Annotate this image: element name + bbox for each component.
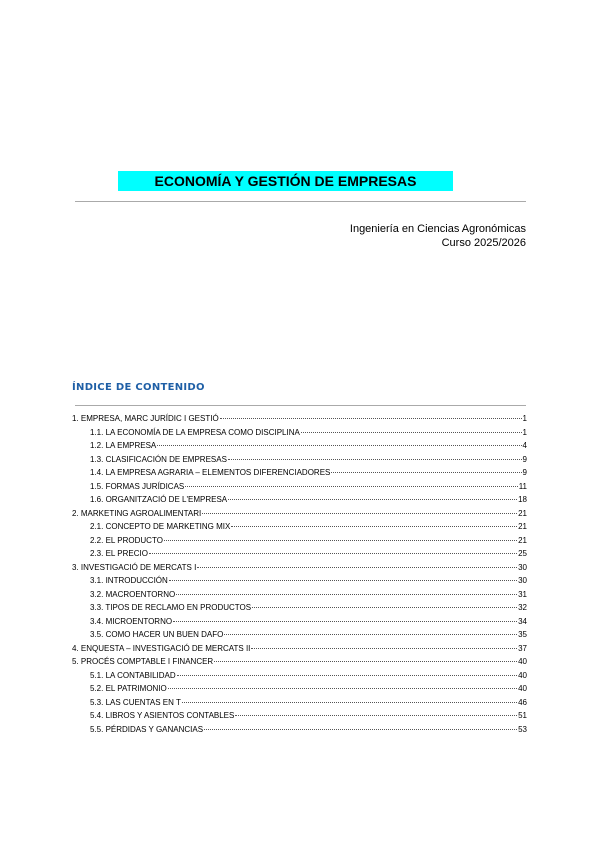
toc-entry[interactable] — [72, 561, 527, 575]
toc-entry[interactable] — [72, 574, 527, 588]
toc-entry-label: 1.4. LA EMPRESA AGRARIA – ELEMENTOS DIFERENCIADORES — [90, 468, 331, 477]
toc-entry-page: 9 — [522, 468, 527, 477]
toc-entry-label: 3.1. INTRODUCCIÓN — [90, 576, 168, 585]
toc-entry-label: 1.3. CLASIFICACIÓN DE EMPRESAS — [90, 454, 227, 464]
toc-leader-dots — [202, 513, 517, 514]
toc-leader-dots — [197, 567, 517, 568]
toc-entry-label: 3.5. COMO HACER UN BUEN DAFO — [90, 630, 224, 639]
toc-leader-dots — [164, 540, 517, 541]
toc-entry[interactable] — [72, 453, 527, 467]
toc-leader-dots — [224, 634, 517, 635]
toc-entry-page: 11 — [518, 481, 527, 491]
toc-heading: ÍNDICE DE CONTENIDO — [72, 382, 205, 393]
toc-leader-dots — [168, 688, 517, 689]
toc-entry-page: 32 — [518, 603, 527, 612]
toc-entry-page: 51 — [518, 711, 527, 720]
toc-leader-dots — [252, 607, 517, 608]
toc-entry-page: 46 — [518, 697, 527, 707]
toc-entry[interactable] — [72, 466, 527, 480]
toc-entry-page: 31 — [518, 589, 527, 599]
table-of-contents — [72, 412, 527, 736]
toc-entry-label: 5.1. LA CONTABILIDAD — [90, 670, 176, 680]
toc-leader-dots — [177, 675, 517, 676]
toc-entry-label: 5.5. PÉRDIDAS Y GANANCIAS — [90, 724, 204, 734]
toc-entry-page: 9 — [522, 454, 527, 464]
toc-entry-page: 21 — [518, 535, 527, 545]
toc-leader-dots — [331, 472, 521, 473]
toc-entry-page: 18 — [518, 495, 527, 504]
toc-leader-dots — [235, 715, 517, 716]
toc-entry[interactable] — [72, 628, 527, 642]
toc-entry[interactable] — [72, 547, 527, 561]
toc-leader-dots — [176, 594, 517, 595]
toc-leader-dots — [157, 445, 521, 446]
toc-leader-dots — [173, 621, 517, 622]
toc-entry[interactable] — [72, 615, 527, 629]
toc-leader-dots — [228, 499, 517, 500]
toc-entry[interactable] — [72, 412, 527, 426]
toc-leader-dots — [251, 648, 517, 649]
toc-entry-label: 1.5. FORMAS JURÍDICAS — [90, 481, 185, 491]
toc-entry-page: 1 — [522, 414, 527, 423]
toc-entry[interactable] — [72, 642, 527, 656]
course-year: Curso 2025/2026 — [441, 237, 526, 249]
toc-leader-dots — [231, 526, 517, 527]
toc-entry[interactable] — [72, 601, 527, 615]
toc-entry[interactable] — [72, 507, 527, 521]
toc-entry-page: 40 — [518, 657, 527, 666]
toc-entry-label: 5.4. LIBROS Y ASIENTOS CONTABLES — [90, 711, 235, 720]
toc-entry-label: 3. INVESTIGACIÓ DE MERCATS I — [72, 562, 197, 572]
toc-entry-page: 34 — [518, 616, 527, 626]
toc-entry-page: 40 — [518, 684, 527, 693]
toc-entry-label: 1.6. ORGANITZACIÓ DE L'EMPRESA — [90, 495, 228, 504]
toc-entry-page: 25 — [518, 549, 527, 558]
toc-entry-label: 3.2. MACROENTORNO — [90, 589, 176, 599]
toc-entry-page: 35 — [518, 630, 527, 639]
toc-entry-label: 2.2. EL PRODUCTO — [90, 535, 163, 545]
toc-entry-label: 5.2. EL PATRIMONIO — [90, 684, 167, 693]
toc-entry[interactable] — [72, 426, 527, 440]
toc-entry[interactable] — [72, 723, 527, 737]
document-subinfo — [350, 222, 526, 250]
toc-leader-dots — [228, 459, 522, 460]
toc-leader-dots — [182, 702, 517, 703]
toc-entry-label: 3.3. TIPOS DE RECLAMO EN PRODUCTOS — [90, 603, 252, 612]
toc-entry-page: 21 — [518, 522, 527, 531]
toc-entry-page: 53 — [518, 724, 527, 734]
toc-entry-label: 1.1. LA ECONOMÍA DE LA EMPRESA COMO DISCIPLINA — [90, 427, 300, 437]
toc-entry-label: 4. ENQUESTA – INVESTIGACIÓ DE MERCATS II — [72, 643, 251, 653]
toc-entry-label: 1.2. LA EMPRESA — [90, 441, 157, 450]
toc-entry[interactable] — [72, 439, 527, 453]
toc-entry-label: 5.3. LAS CUENTAS EN T — [90, 697, 181, 707]
toc-entry[interactable] — [72, 709, 527, 723]
toc-entry[interactable] — [72, 655, 527, 669]
toc-entry-page: 37 — [518, 643, 527, 653]
toc-entry[interactable] — [72, 534, 527, 548]
toc-entry-label: 3.4. MICROENTORNO — [90, 616, 173, 626]
toc-entry-page: 30 — [518, 562, 527, 572]
toc-entry-label: 2.1. CONCEPTO DE MARKETING MIX — [90, 522, 231, 531]
toc-entry-page: 40 — [518, 670, 527, 680]
toc-entry[interactable] — [72, 669, 527, 683]
toc-entry-page: 1 — [522, 427, 527, 437]
toc-entry[interactable] — [72, 480, 527, 494]
toc-leader-dots — [220, 418, 522, 419]
toc-entry[interactable] — [72, 493, 527, 507]
toc-leader-dots — [301, 432, 522, 433]
toc-leader-dots — [214, 661, 517, 662]
toc-leader-dots — [204, 729, 517, 730]
toc-entry-label: 2.3. EL PRECIO — [90, 549, 148, 558]
toc-entry-label: 5. PROCÉS COMPTABLE I FINANCER — [72, 657, 214, 666]
toc-leader-dots — [149, 553, 517, 554]
toc-entry-page: 4 — [522, 441, 527, 450]
toc-entry[interactable] — [72, 520, 527, 534]
document-title: ECONOMÍA Y GESTIÓN DE EMPRESAS — [118, 171, 453, 191]
toc-entry-page: 21 — [518, 508, 527, 518]
toc-entry-page: 30 — [518, 576, 527, 585]
toc-entry-label: 2. MARKETING AGROALIMENTARI — [72, 508, 202, 518]
toc-divider — [75, 405, 526, 406]
toc-leader-dots — [169, 580, 517, 581]
toc-entry-label: 1. EMPRESA, MARC JURÍDIC I GESTIÓ — [72, 414, 219, 423]
toc-leader-dots — [185, 486, 517, 487]
degree-name: Ingeniería en Ciencias Agronómicas — [349, 223, 526, 235]
toc-entry[interactable] — [72, 696, 527, 710]
toc-entry[interactable] — [72, 588, 527, 602]
toc-entry[interactable] — [72, 682, 527, 696]
title-divider — [75, 201, 526, 202]
